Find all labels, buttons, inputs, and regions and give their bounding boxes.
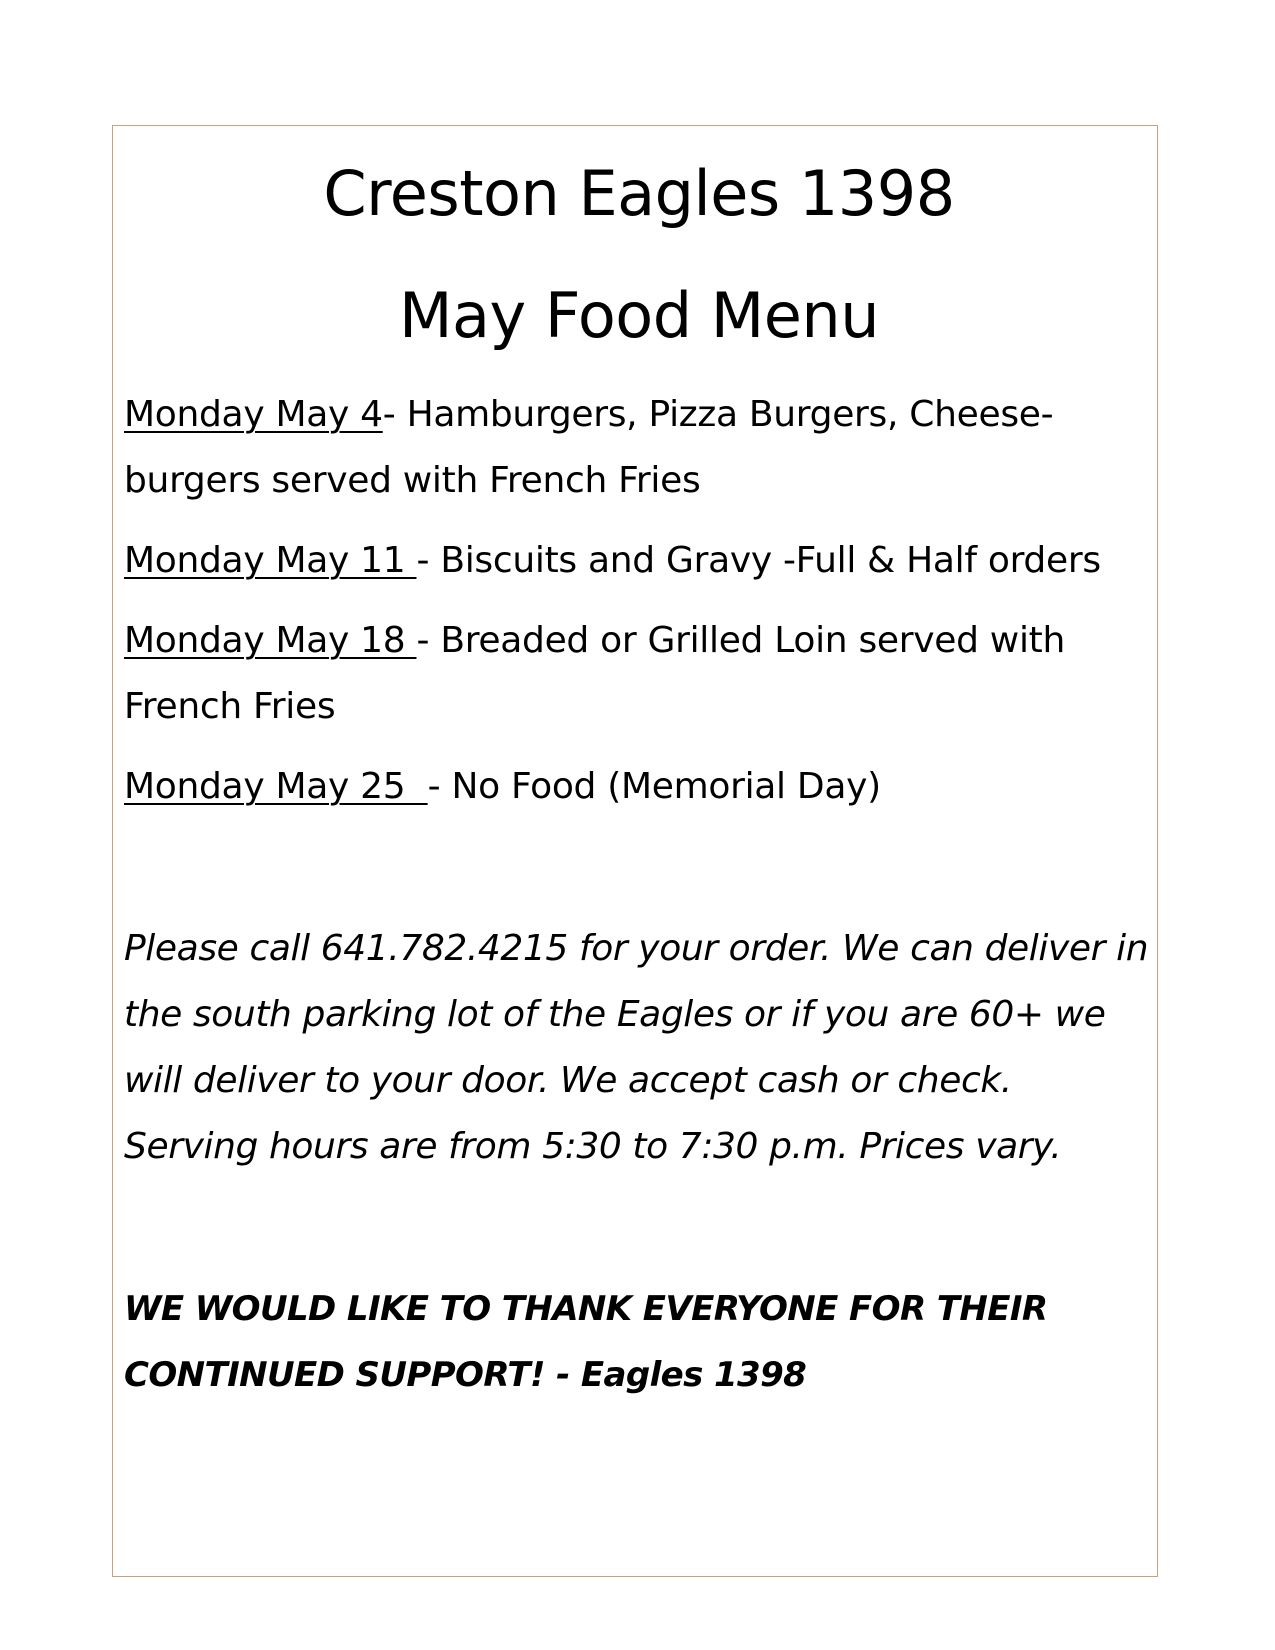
order-notice: Please call 641.782.4215 for your order. We can deliver in the south parking lot of the Eagles or if you are 60+ we will deliver to your door. We accept cash or check. Serving hours are from 5:30 to 7:30 p.m. Prices vary. <box>124 928 1149 1167</box>
menu-list <box>124 382 1154 820</box>
title-org: Creston Eagles 1398 <box>323 157 955 230</box>
menu-item-may-25 <box>124 754 1154 820</box>
menu-item-description: - No Food (Memorial Day) <box>427 766 881 807</box>
title-menu: May Food Menu <box>399 279 879 352</box>
menu-item-description: - Breaded or Grilled Loin served with French Fries <box>124 620 1065 727</box>
menu-item-may-18 <box>124 608 1154 740</box>
menu-item-description: - Hamburgers, Pizza Burgers, Cheese-burgers served with French Fries <box>124 394 1054 501</box>
menu-item-may-4 <box>124 382 1154 514</box>
thank-you-message: WE WOULD LIKE TO THANK EVERYONE FOR THEIR CONTINUED SUPPORT! - Eagles 1398 <box>124 1289 1048 1395</box>
menu-item-day: Monday May 25 <box>124 766 428 807</box>
menu-item-day: Monday May 11 <box>124 540 417 581</box>
menu-item-description: - Biscuits and Gravy -Full & Half orders <box>416 540 1101 581</box>
menu-item-day: Monday May 4 <box>124 394 383 435</box>
menu-item-day: Monday May 18 <box>124 620 417 661</box>
menu-item-may-11 <box>124 528 1154 594</box>
document-content <box>124 158 1154 1442</box>
